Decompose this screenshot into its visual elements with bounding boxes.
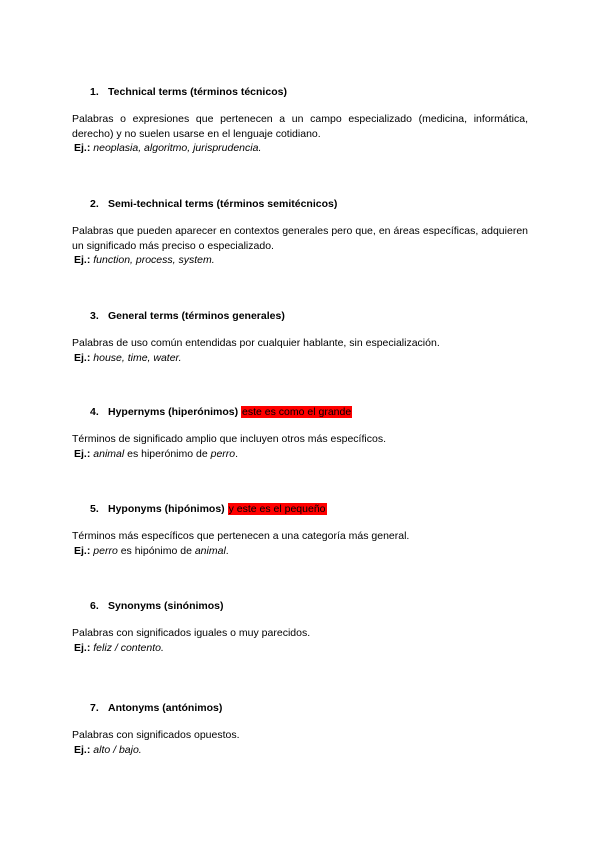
example-term: perro (93, 544, 118, 557)
section-hypernyms (72, 406, 528, 461)
section-general-terms (72, 310, 528, 365)
example-label: Ej.: (74, 351, 91, 364)
section-title: Semi-technical terms (términos semitécnicos) (108, 198, 338, 210)
section-title: Hypernyms (hiperónimos) (108, 406, 239, 418)
example-term: animal (194, 544, 226, 557)
section-example (74, 743, 528, 757)
section-example (74, 447, 528, 461)
section-title: Antonyms (antónimos) (108, 702, 223, 714)
section-example (74, 544, 528, 558)
example-period: . (225, 544, 229, 557)
example-label: Ej.: (74, 641, 91, 654)
section-heading (90, 600, 528, 613)
section-title: Hyponyms (hipónimos) (108, 503, 225, 515)
example-text: feliz / contento. (93, 641, 164, 654)
section-heading (90, 86, 528, 99)
section-title: Technical terms (términos técnicos) (108, 86, 287, 98)
section-number: 5. (90, 503, 99, 515)
section-heading (90, 406, 528, 419)
section-number: 7. (90, 702, 99, 714)
section-number: 1. (90, 86, 99, 98)
example-relation: es hiperónimo de (127, 447, 208, 460)
highlighted-note: y este es el pequeño (228, 503, 326, 515)
section-number: 6. (90, 600, 99, 612)
example-period: . (235, 447, 239, 460)
section-example (74, 141, 528, 155)
example-label: Ej.: (74, 544, 91, 557)
section-number: 2. (90, 198, 99, 210)
section-heading (90, 310, 528, 323)
section-definition: Palabras o expresiones que pertenecen a un campo especializado (medicina, informática, derecho) y no suelen usarse en el lenguaje cotidiano. (72, 113, 528, 140)
section-definition: Palabras de uso común entendidas por cualquier hablante, sin especialización. (72, 337, 440, 349)
section-antonyms (72, 702, 528, 757)
example-term: animal (93, 447, 125, 460)
section-synonyms (72, 600, 528, 655)
section-definition: Palabras con significados opuestos. (72, 729, 240, 741)
example-text: alto / bajo. (93, 743, 142, 756)
section-number: 4. (90, 406, 99, 418)
section-example (74, 641, 528, 655)
example-text: neoplasia, algoritmo, jurisprudencia. (93, 142, 262, 154)
section-heading (90, 702, 528, 715)
section-definition: Términos de significado amplio que incluyen otros más específicos. (72, 433, 386, 445)
highlighted-note: este es como el grande (242, 406, 352, 418)
example-relation: es hipónimo de (120, 544, 192, 557)
section-technical-terms (72, 86, 528, 155)
section-example (74, 351, 528, 365)
example-text: function, process, system. (93, 254, 215, 266)
section-definition: Palabras que pueden aparecer en contextos generales pero que, en áreas específicas, adquieren un significado más preciso o especializado. (72, 225, 528, 252)
section-hyponyms (72, 503, 528, 558)
section-title: General terms (términos generales) (108, 310, 285, 322)
example-term: perro (210, 447, 236, 460)
section-title: Synonyms (sinónimos) (108, 600, 224, 612)
example-label: Ej.: (74, 254, 91, 266)
section-heading (90, 503, 528, 516)
section-definition: Palabras con significados iguales o muy parecidos. (72, 627, 311, 639)
section-example (74, 253, 528, 267)
example-label: Ej.: (74, 743, 91, 756)
example-text: house, time, water. (93, 351, 182, 364)
example-label: Ej.: (74, 142, 91, 154)
section-heading (90, 198, 528, 211)
example-label: Ej.: (74, 447, 91, 460)
section-number: 3. (90, 310, 99, 322)
section-definition: Términos más específicos que pertenecen a una categoría más general. (72, 530, 410, 542)
section-semi-technical-terms (72, 198, 528, 267)
